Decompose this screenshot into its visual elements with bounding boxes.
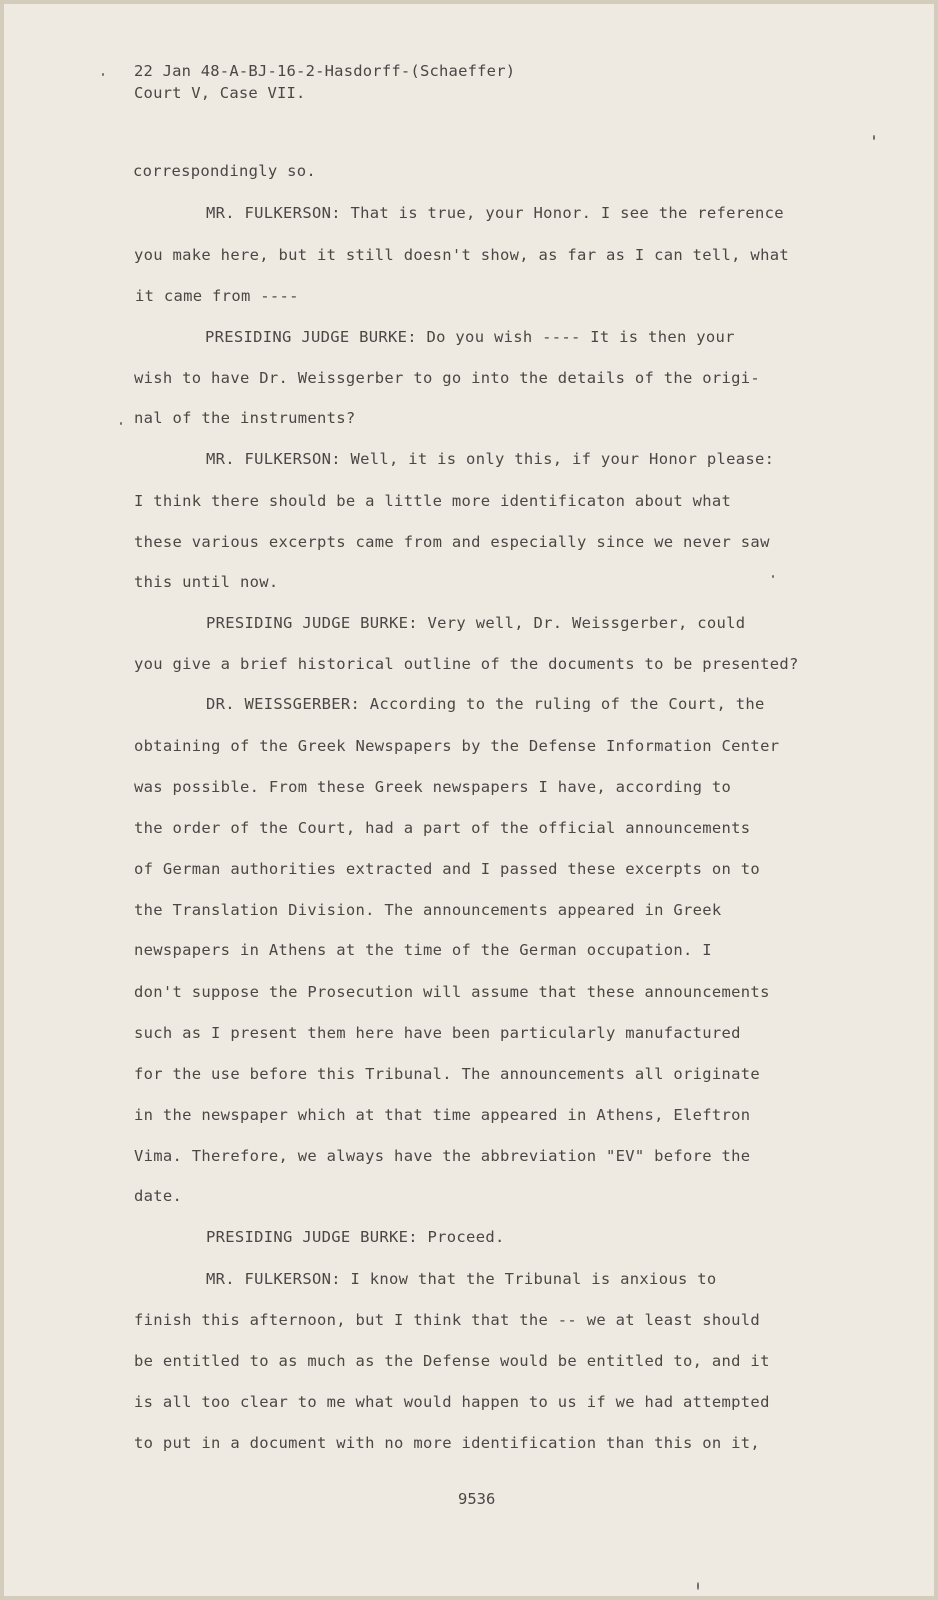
text-line: PRESIDING JUDGE BURKE: Do you wish ---- It is then your [205, 328, 735, 346]
text-line: you make here, but it still doesn't show, as far as I can tell, what [134, 246, 789, 264]
text-line: newspapers in Athens at the time of the German occupation. I [134, 941, 712, 959]
text-line: this until now. [134, 573, 279, 591]
text-line: correspondingly so. [133, 162, 317, 180]
text-line: it came from ---- [135, 287, 299, 305]
paper-speck [772, 575, 774, 578]
paper-speck [873, 135, 875, 140]
text-line: such as I present them here have been particularly manufactured [134, 1024, 741, 1042]
paper-speck [697, 1582, 699, 1590]
text-line: is all too clear to me what would happen to us if we had attempted [134, 1393, 770, 1411]
text-line: MR. FULKERSON: Well, it is only this, if your Honor please: [206, 450, 775, 468]
text-line: MR. FULKERSON: I know that the Tribunal is anxious to [206, 1270, 717, 1288]
text-line: nal of the instruments? [134, 409, 356, 427]
text-line: I think there should be a little more identificaton about what [134, 492, 732, 510]
text-line: you give a brief historical outline of the documents to be presented? [134, 655, 799, 673]
text-line: DR. WEISSGERBER: According to the ruling of the Court, the [206, 695, 765, 713]
header-reference-line: 22 Jan 48-A-BJ-16-2-Hasdorff-(Schaeffer) [134, 62, 516, 80]
document-header [134, 60, 515, 104]
text-line: the Translation Division. The announcements appeared in Greek [134, 901, 722, 919]
text-line: was possible. From these Greek newspapers I have, according to [134, 778, 732, 796]
text-line: these various excerpts came from and especially since we never saw [134, 533, 770, 551]
page-number: 9536 [458, 1490, 496, 1508]
paper-speck [120, 422, 122, 425]
text-line: don't suppose the Prosecution will assume that these announcements [134, 983, 770, 1001]
text-line: date. [134, 1187, 183, 1205]
text-line: MR. FULKERSON: That is true, your Honor. I see the reference [206, 204, 784, 222]
paper-speck [102, 73, 104, 76]
text-line: for the use before this Tribunal. The announcements all originate [134, 1065, 761, 1083]
text-line: be entitled to as much as the Defense would be entitled to, and it [134, 1352, 770, 1370]
text-line: the order of the Court, had a part of the official announcements [134, 819, 751, 837]
text-line: PRESIDING JUDGE BURKE: Very well, Dr. Weissgerber, could [206, 614, 746, 632]
text-line: of German authorities extracted and I passed these excerpts on to [134, 860, 761, 878]
header-court-line: Court V, Case VII. [134, 84, 306, 102]
text-line: to put in a document with no more identification than this on it, [134, 1434, 761, 1452]
text-line: obtaining of the Greek Newspapers by the Defense Information Center [134, 737, 780, 755]
text-line: in the newspaper which at that time appeared in Athens, Eleftron [134, 1106, 751, 1124]
text-line: Vima. Therefore, we always have the abbreviation "EV" before the [134, 1147, 751, 1165]
text-line: wish to have Dr. Weissgerber to go into the details of the origi- [134, 369, 761, 387]
text-line: finish this afternoon, but I think that the -- we at least should [134, 1311, 761, 1329]
text-line: PRESIDING JUDGE BURKE: Proceed. [206, 1228, 505, 1246]
